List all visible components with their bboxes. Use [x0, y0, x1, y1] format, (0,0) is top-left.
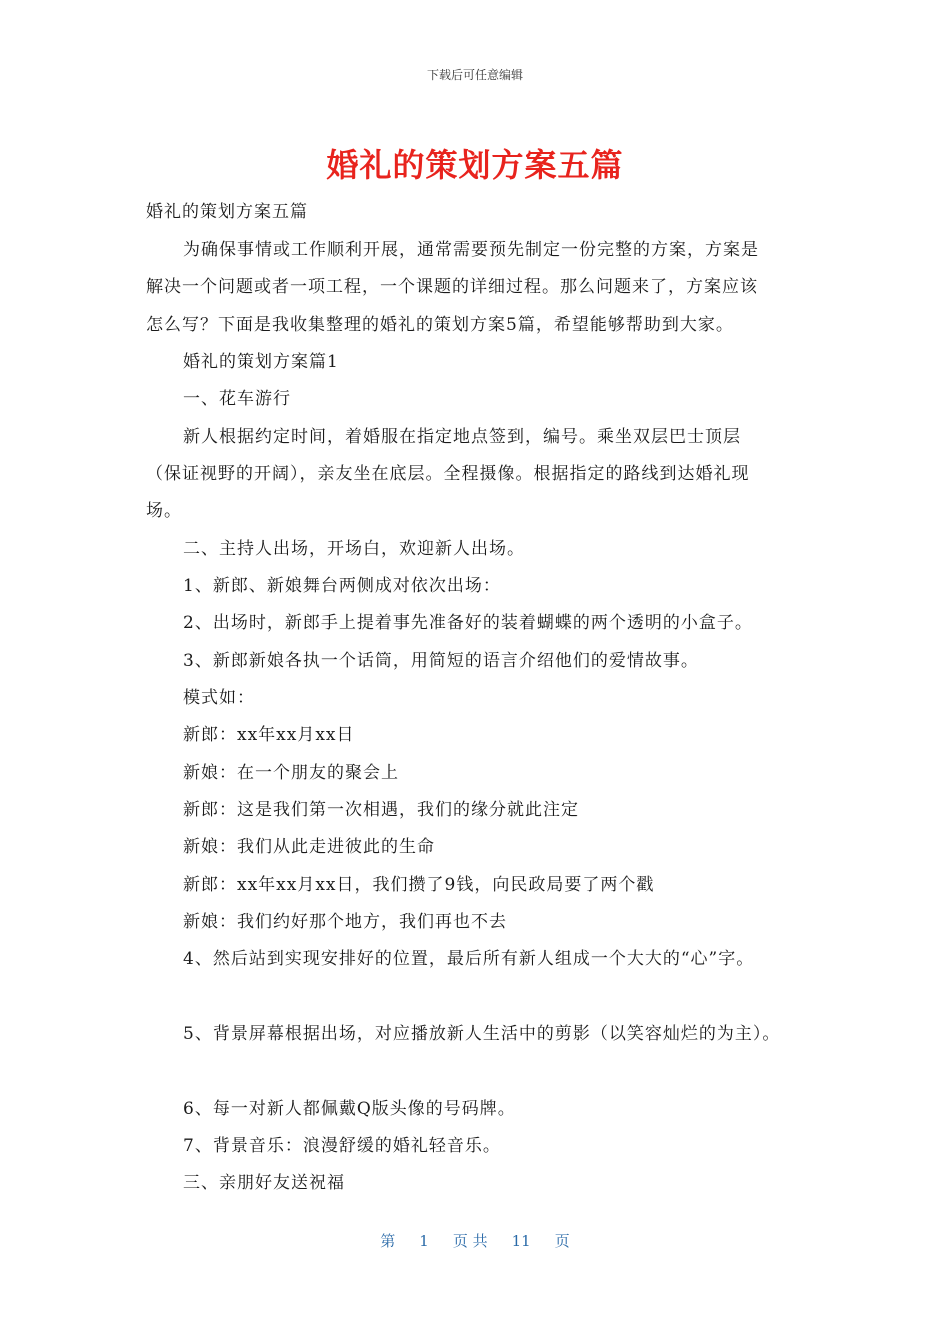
page-number: 1 — [419, 1232, 429, 1250]
dialogue-line: 新娘：我们从此走进彼此的生命 — [183, 837, 435, 857]
dialogue-line: 新郎：xx年xx月xx日，我们攒了9钱，向民政局要了两个戳 — [183, 875, 655, 895]
page-suffix: 页 — [554, 1232, 570, 1250]
total-pages: 11 — [511, 1232, 531, 1250]
page-label: 第 — [380, 1232, 396, 1250]
paragraph-line: 为确保事情或工作顺利开展，通常需要预先制定一份完整的方案，方案是 — [183, 240, 759, 260]
paragraph-line: （保证视野的开阔），亲友坐在底层。全程摄像。根据指定的路线到达婚礼现 — [146, 464, 750, 484]
section-heading: 一、花车游行 — [183, 389, 291, 409]
list-item: 6、每一对新人都佩戴Q版头像的号码牌。 — [183, 1099, 516, 1119]
document-title: 婚礼的策划方案五篇 — [326, 146, 624, 184]
dialogue-line: 新娘：在一个朋友的聚会上 — [183, 763, 399, 783]
paragraph-line: 解决一个问题或者一项工程，一个课题的详细过程。那么问题来了，方案应该 — [146, 277, 758, 297]
section-heading: 三、亲朋好友送祝福 — [183, 1173, 345, 1193]
section-heading: 婚礼的策划方案篇1 — [183, 352, 339, 372]
paragraph-line: 婚礼的策划方案五篇 — [146, 202, 308, 222]
list-item: 7、背景音乐：浪漫舒缓的婚礼轻音乐。 — [183, 1136, 501, 1156]
list-item: 1、新郎、新娘舞台两侧成对依次出场： — [183, 576, 501, 596]
paragraph-line: 怎么写？下面是我收集整理的婚礼的策划方案5篇，希望能够帮助到大家。 — [146, 315, 734, 335]
dialogue-line: 新郎：这是我们第一次相遇，我们的缘分就此注定 — [183, 800, 579, 820]
paragraph-line: 场。 — [146, 501, 182, 521]
header-note: 下载后可任意编辑 — [426, 68, 523, 82]
list-item: 3、新郎新娘各执一个话筒，用简短的语言介绍他们的爱情故事。 — [183, 651, 699, 671]
list-item: 5、背景屏幕根据出场，对应播放新人生活中的剪影（以笑容灿烂的为主）。 — [183, 1024, 781, 1044]
page-footer — [0, 1230, 950, 1251]
list-item: 2、出场时，新郎手上提着事先准备好的装着蝴蝶的两个透明的小盒子。 — [183, 613, 753, 633]
dialogue-line: 新郎：xx年xx月xx日 — [183, 725, 355, 745]
total-label: 页 共 — [452, 1232, 488, 1250]
dialogue-line: 新娘：我们约好那个地方，我们再也不去 — [183, 912, 507, 932]
section-heading: 二、主持人出场，开场白，欢迎新人出场。 — [183, 539, 525, 559]
paragraph-line: 模式如： — [183, 688, 255, 708]
list-item: 4、然后站到实现安排好的位置，最后所有新人组成一个大大的“心”字。 — [183, 949, 755, 969]
paragraph-line: 新人根据约定时间，着婚服在指定地点签到，编号。乘坐双层巴士顶层 — [183, 427, 741, 447]
